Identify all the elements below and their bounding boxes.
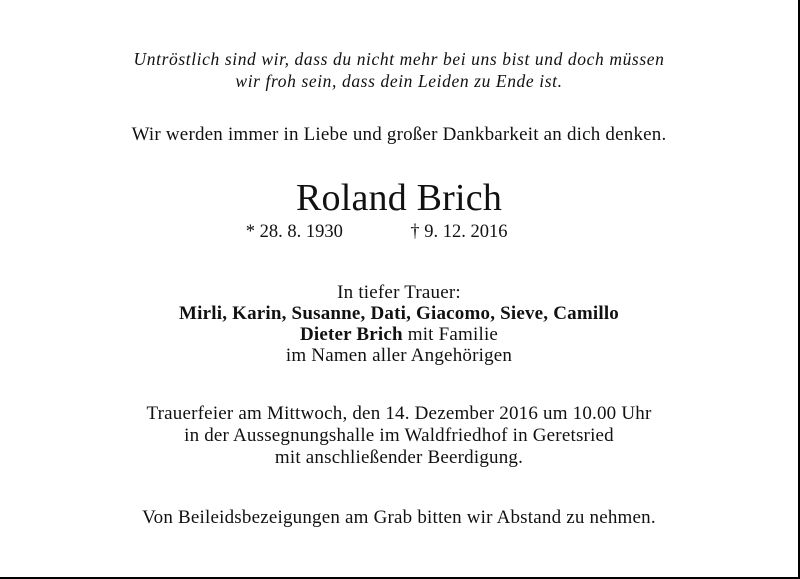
mourners-intro: In tiefer Trauer:	[337, 282, 461, 303]
service-line-3: mit anschließender Beerdigung.	[274, 447, 524, 468]
quote-line-2: wir froh sein, dass dein Leiden zu Ende ist.	[235, 71, 563, 91]
quote-line-1: Untröstlich sind wir, dass du nicht mehr bei uns bist und doch müssen	[133, 49, 665, 69]
mourners-family	[0, 324, 798, 346]
service-line-1: Trauerfeier am Mittwoch, den 14. Dezember 2016 um 10.00 Uhr	[146, 403, 652, 424]
birth-date: * 28. 8. 1930	[245, 222, 343, 242]
family-suffix: mit Familie	[402, 324, 499, 345]
condolence-request: Von Beileidsbezeigungen am Grab bitten wir Abstand zu nehmen.	[142, 507, 656, 528]
service-line-2: in der Aussegnungshalle im Waldfriedhof in Geretsried	[184, 425, 614, 446]
life-dates	[0, 222, 798, 243]
family-name: Dieter Brich	[299, 324, 403, 345]
mourners-names: Mirli, Karin, Susanne, Dati, Giacomo, Sieve, Camillo	[179, 303, 619, 324]
mourners-relatives: im Namen aller Angehörigen	[285, 345, 513, 366]
deceased-name: Roland Brich	[295, 177, 503, 219]
tribute-text: Wir werden immer in Liebe und großer Dankbarkeit an dich denken.	[131, 124, 667, 145]
death-date: † 9. 12. 2016	[410, 222, 508, 242]
